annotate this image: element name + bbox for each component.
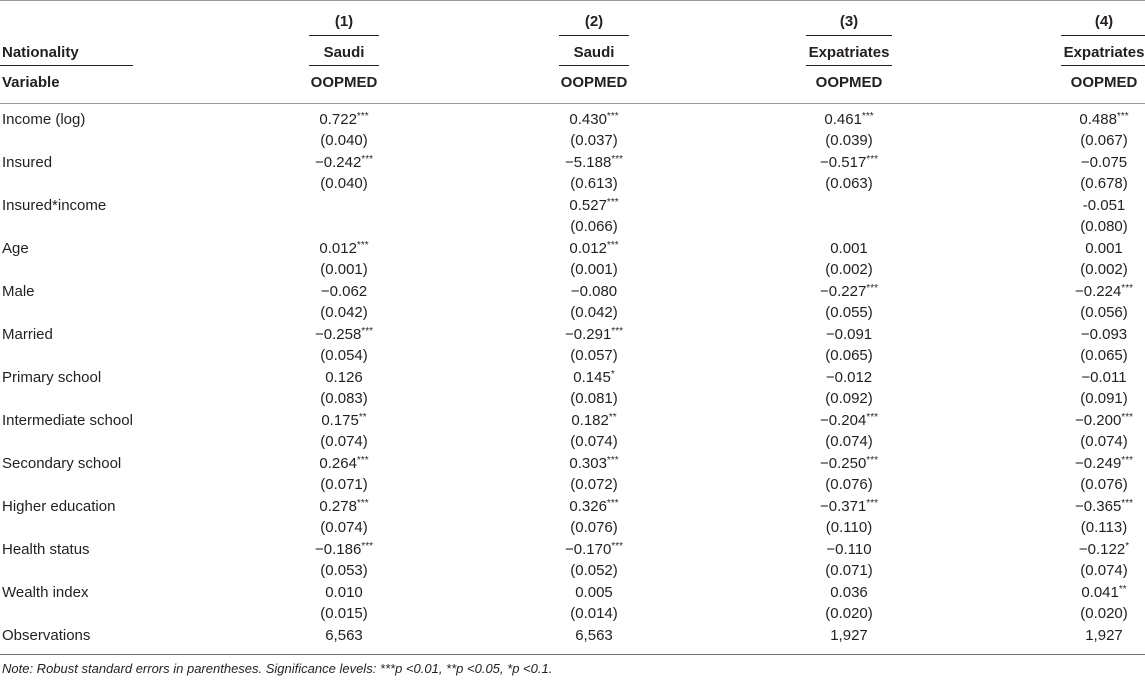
coefficient-cell — [774, 584, 924, 602]
coefficient-cell — [774, 498, 924, 516]
coefficient-value: 0.303 — [569, 455, 607, 472]
coefficient-value: −0.093 — [1080, 326, 1128, 343]
significance-stars: *** — [361, 541, 373, 552]
significance-stars: *** — [356, 498, 369, 509]
nationality-label: Nationality — [2, 44, 79, 61]
row-label: Male — [2, 283, 35, 300]
significance-stars: *** — [861, 111, 874, 122]
standard-error: (0.063) — [825, 175, 873, 192]
coefficient-value: −0.258 — [315, 326, 362, 343]
significance-stars: *** — [356, 111, 369, 122]
standard-error: (0.053) — [320, 562, 368, 579]
coefficient-value: −5.188 — [565, 154, 612, 171]
standard-error: (0.076) — [570, 519, 618, 536]
coefficient-value: 0.264 — [319, 455, 357, 472]
column-number-underline — [309, 35, 379, 36]
column-number: (1) — [334, 13, 354, 30]
column-number-underline — [806, 35, 892, 36]
significance-stars: *** — [1121, 498, 1133, 509]
coefficient-value: −0.200 — [1075, 412, 1122, 429]
coefficient-cell — [1029, 584, 1145, 602]
standard-error: (0.072) — [570, 476, 618, 493]
coefficient-value: 0.012 — [569, 240, 607, 257]
nationality-underline — [0, 65, 133, 66]
coefficient-value: −0.204 — [820, 412, 867, 429]
coefficient-cell — [269, 627, 419, 645]
standard-error: (0.052) — [570, 562, 618, 579]
coefficient-cell — [519, 240, 669, 258]
standard-error: (0.066) — [570, 218, 618, 235]
row-label: Age — [2, 240, 29, 257]
column-variable: OOPMED — [1070, 74, 1138, 91]
coefficient-cell — [774, 283, 924, 301]
standard-error: (0.074) — [1080, 562, 1128, 579]
standard-error: (0.074) — [320, 433, 368, 450]
bottom-rule — [0, 654, 1145, 655]
coefficient-value: 6,563 — [575, 627, 613, 644]
top-rule — [0, 0, 1145, 1]
standard-error: (0.081) — [570, 390, 618, 407]
significance-stars: * — [1125, 541, 1130, 552]
coefficient-value: 0.001 — [830, 240, 868, 257]
significance-stars: ** — [608, 412, 617, 423]
standard-error: (0.001) — [320, 261, 368, 278]
coefficient-cell — [1029, 240, 1145, 258]
coefficient-cell — [774, 326, 924, 344]
significance-stars: ** — [358, 412, 367, 423]
standard-error: (0.076) — [1080, 476, 1128, 493]
standard-error: (0.678) — [1080, 175, 1128, 192]
column-variable: OOPMED — [815, 74, 883, 91]
significance-stars: * — [610, 369, 615, 380]
coefficient-value: 0.182 — [571, 412, 609, 429]
coefficient-value: −0.122 — [1078, 541, 1126, 558]
standard-error: (0.037) — [570, 132, 618, 149]
standard-error: (0.040) — [320, 132, 368, 149]
coefficient-cell — [1029, 455, 1145, 473]
column-nationality: Expatriates — [1063, 44, 1145, 61]
standard-error: (0.074) — [570, 433, 618, 450]
standard-error: (0.039) — [825, 132, 873, 149]
coefficient-cell — [1029, 369, 1145, 387]
coefficient-value: −0.186 — [315, 541, 362, 558]
coefficient-value: 0.461 — [824, 111, 862, 128]
coefficient-value: −0.012 — [825, 369, 873, 386]
coefficient-cell — [774, 154, 924, 172]
coefficient-value: −0.011 — [1081, 369, 1127, 386]
coefficient-cell — [269, 326, 419, 344]
coefficient-cell — [269, 584, 419, 602]
significance-stars: *** — [866, 412, 878, 423]
standard-error: (0.002) — [1080, 261, 1128, 278]
standard-error: (0.076) — [825, 476, 873, 493]
column-nationality: Saudi — [573, 44, 615, 61]
coefficient-value: 6,563 — [325, 627, 363, 644]
coefficient-cell — [269, 412, 419, 430]
coefficient-cell — [519, 541, 669, 559]
coefficient-value: −0.249 — [1075, 455, 1122, 472]
table-note: Note: Robust standard errors in parentheses. Significance levels: ***p <0.01, **p <0.05, *p <0.1. — [2, 661, 553, 676]
standard-error: (0.040) — [320, 175, 368, 192]
coefficient-cell — [519, 326, 669, 344]
coefficient-value: −0.080 — [570, 283, 618, 300]
row-label: Wealth index — [2, 584, 89, 601]
standard-error: (0.074) — [320, 519, 368, 536]
column-nationality-underline — [559, 65, 629, 66]
column-number: (2) — [584, 13, 604, 30]
coefficient-cell — [1029, 283, 1145, 301]
significance-stars: *** — [361, 326, 373, 337]
row-label: Insured*income — [2, 197, 107, 214]
coefficient-value: 0.005 — [575, 584, 613, 601]
row-label: Health status — [2, 541, 90, 558]
coefficient-value: 0.722 — [319, 111, 357, 128]
coefficient-cell — [1029, 498, 1145, 516]
coefficient-value: −0.371 — [820, 498, 867, 515]
column-number: (4) — [1094, 13, 1114, 30]
coefficient-value: −0.227 — [820, 283, 867, 300]
coefficient-value: 0.430 — [569, 111, 607, 128]
standard-error: (0.613) — [570, 175, 618, 192]
significance-stars: *** — [606, 240, 619, 251]
significance-stars: *** — [606, 197, 619, 208]
coefficient-cell — [269, 111, 419, 129]
column-number: (3) — [839, 13, 859, 30]
standard-error: (0.074) — [825, 433, 873, 450]
coefficient-cell — [774, 455, 924, 473]
column-number-underline — [559, 35, 629, 36]
coefficient-cell — [774, 627, 924, 645]
coefficient-cell — [269, 283, 419, 301]
column-number-underline — [1061, 35, 1145, 36]
coefficient-cell — [269, 369, 419, 387]
significance-stars: *** — [356, 240, 369, 251]
significance-stars: *** — [611, 541, 623, 552]
standard-error: (0.020) — [825, 605, 873, 622]
coefficient-cell — [269, 498, 419, 516]
significance-stars: *** — [866, 455, 878, 466]
coefficient-cell — [1029, 111, 1145, 129]
standard-error: (0.113) — [1080, 519, 1128, 536]
coefficient-value: −0.291 — [565, 326, 612, 343]
significance-stars: *** — [866, 498, 878, 509]
significance-stars: *** — [611, 154, 623, 165]
significance-stars: *** — [356, 455, 369, 466]
coefficient-value: −0.365 — [1075, 498, 1122, 515]
significance-stars: *** — [1121, 455, 1133, 466]
coefficient-value: 0.278 — [319, 498, 357, 515]
significance-stars: *** — [1116, 111, 1129, 122]
standard-error: (0.071) — [825, 562, 873, 579]
coefficient-cell — [519, 111, 669, 129]
column-nationality-underline — [1061, 65, 1145, 66]
standard-error: (0.110) — [825, 519, 873, 536]
row-label: Higher education — [2, 498, 116, 515]
significance-stars: *** — [606, 455, 619, 466]
standard-error: (0.042) — [570, 304, 618, 321]
row-label: Insured — [2, 154, 53, 171]
standard-error: (0.065) — [825, 347, 873, 364]
coefficient-cell — [1029, 154, 1145, 172]
coefficient-cell — [519, 584, 669, 602]
standard-error: (0.054) — [320, 347, 368, 364]
coefficient-cell — [774, 240, 924, 258]
coefficient-value: 0.036 — [830, 584, 868, 601]
significance-stars: *** — [866, 154, 878, 165]
variable-label: Variable — [2, 74, 60, 91]
standard-error: (0.020) — [1080, 605, 1128, 622]
coefficient-value: 0.326 — [569, 498, 607, 515]
significance-stars: *** — [866, 283, 878, 294]
standard-error: (0.092) — [825, 390, 873, 407]
row-label: Secondary school — [2, 455, 122, 472]
row-label: Primary school — [2, 369, 102, 386]
significance-stars: *** — [606, 498, 619, 509]
coefficient-value: 1,927 — [830, 627, 868, 644]
coefficient-cell — [1029, 326, 1145, 344]
coefficient-cell — [774, 412, 924, 430]
significance-stars: *** — [606, 111, 619, 122]
coefficient-cell — [519, 283, 669, 301]
row-label: Income (log) — [2, 111, 86, 128]
standard-error: (0.091) — [1080, 390, 1128, 407]
coefficient-value: -0.051 — [1082, 197, 1126, 214]
standard-error: (0.074) — [1080, 433, 1128, 450]
coefficient-value: −0.110 — [826, 541, 872, 558]
coefficient-value: 0.488 — [1079, 111, 1117, 128]
standard-error: (0.056) — [1080, 304, 1128, 321]
coefficient-cell — [519, 455, 669, 473]
column-nationality-underline — [806, 65, 892, 66]
coefficient-cell — [519, 154, 669, 172]
coefficient-cell — [269, 240, 419, 258]
standard-error: (0.057) — [570, 347, 618, 364]
significance-stars: *** — [1121, 412, 1133, 423]
coefficient-value: 0.527 — [569, 197, 607, 214]
coefficient-cell — [1029, 197, 1145, 215]
coefficient-value: 0.001 — [1085, 240, 1123, 257]
standard-error: (0.080) — [1080, 218, 1128, 235]
coefficient-value: −0.250 — [820, 455, 867, 472]
standard-error: (0.055) — [825, 304, 873, 321]
standard-error: (0.001) — [570, 261, 618, 278]
coefficient-value: 0.126 — [325, 369, 363, 386]
coefficient-value: 0.041 — [1081, 584, 1119, 601]
coefficient-cell — [1029, 627, 1145, 645]
coefficient-cell — [774, 541, 924, 559]
coefficient-value: 1,927 — [1085, 627, 1123, 644]
coefficient-cell — [1029, 541, 1145, 559]
standard-error: (0.014) — [570, 605, 618, 622]
standard-error: (0.015) — [320, 605, 368, 622]
significance-stars: *** — [361, 154, 373, 165]
row-label: Married — [2, 326, 53, 343]
significance-stars: ** — [1118, 584, 1127, 595]
coefficient-cell — [519, 627, 669, 645]
standard-error: (0.002) — [825, 261, 873, 278]
coefficient-cell — [1029, 412, 1145, 430]
header-rule — [0, 103, 1145, 104]
row-label: Intermediate school — [2, 412, 133, 429]
column-nationality: Expatriates — [808, 44, 890, 61]
coefficient-value: −0.517 — [820, 154, 867, 171]
significance-stars: *** — [1121, 283, 1133, 294]
standard-error: (0.042) — [320, 304, 368, 321]
coefficient-cell — [519, 498, 669, 516]
standard-error: (0.071) — [320, 476, 368, 493]
coefficient-cell — [519, 197, 669, 215]
coefficient-value: 0.175 — [321, 412, 359, 429]
coefficient-value: 0.012 — [319, 240, 357, 257]
coefficient-value: −0.075 — [1080, 154, 1128, 171]
coefficient-cell — [519, 412, 669, 430]
column-variable: OOPMED — [310, 74, 378, 91]
column-nationality-underline — [309, 65, 379, 66]
coefficient-value: −0.242 — [315, 154, 362, 171]
coefficient-cell — [519, 369, 669, 387]
coefficient-value: 0.010 — [325, 584, 363, 601]
coefficient-value: −0.091 — [825, 326, 873, 343]
coefficient-cell — [774, 369, 924, 387]
standard-error: (0.083) — [320, 390, 368, 407]
significance-stars: *** — [611, 326, 623, 337]
coefficient-value: −0.062 — [320, 283, 368, 300]
row-label: Observations — [2, 627, 91, 644]
coefficient-cell — [269, 541, 419, 559]
column-variable: OOPMED — [560, 74, 628, 91]
coefficient-cell — [269, 455, 419, 473]
coefficient-value: −0.170 — [565, 541, 612, 558]
coefficient-cell — [269, 154, 419, 172]
column-nationality: Saudi — [323, 44, 365, 61]
coefficient-cell — [774, 111, 924, 129]
standard-error: (0.067) — [1080, 132, 1128, 149]
coefficient-value: 0.145 — [573, 369, 611, 386]
standard-error: (0.065) — [1080, 347, 1128, 364]
coefficient-value: −0.224 — [1075, 283, 1122, 300]
